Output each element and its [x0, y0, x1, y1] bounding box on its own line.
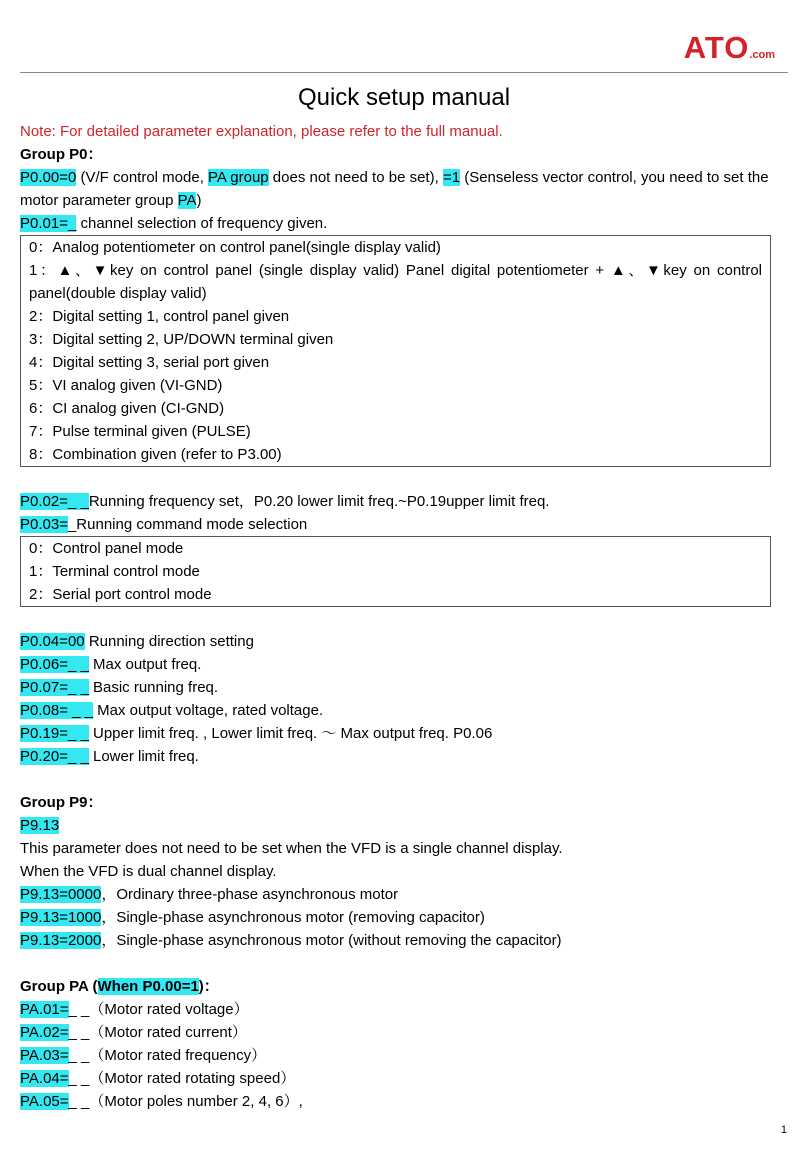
param-line — [20, 653, 790, 676]
page-number: 1 — [780, 1124, 787, 1136]
p000-pa-group: PA group — [208, 169, 269, 186]
option-item: 8：Combination given (refer to P3.00) — [29, 446, 282, 463]
p913-option-code: P9.13=2000 — [20, 932, 102, 949]
option-item: 2：Serial port control mode — [29, 586, 212, 603]
pa-param-line — [20, 1021, 790, 1044]
param-line — [20, 699, 790, 722]
param-text: Running direction setting — [84, 633, 254, 650]
ato-logo — [684, 30, 775, 66]
p003-options-box — [20, 536, 771, 607]
pa-param-line — [20, 1044, 790, 1067]
pa-param-text: _ _（Motor rated frequency） — [68, 1047, 267, 1064]
option-item: 3：Digital setting 2, UP/DOWN terminal given — [29, 331, 334, 348]
note-text: Note: For detailed parameter explanation, please refer to the full manual. — [20, 123, 503, 140]
p001-options-box — [20, 235, 771, 467]
header-divider — [20, 72, 788, 73]
param-text: Max output freq. — [88, 656, 202, 673]
p913-option-text: ，Single-phase asynchronous motor (without removing the capacitor) — [101, 932, 562, 949]
p913-option — [20, 883, 790, 906]
param-text: Max output voltage, rated voltage. — [92, 702, 324, 719]
option-item: 7：Pulse terminal given (PULSE) — [29, 423, 251, 440]
group-p0-heading: Group P0： — [20, 146, 103, 163]
logo-main: ATO — [683, 30, 750, 65]
option-item: panel(double display valid) — [29, 285, 207, 302]
pa-param-code: PA.02= — [20, 1024, 69, 1041]
p913-line — [20, 814, 790, 837]
param-code: P0.20=_ _ — [20, 748, 89, 765]
p000-text-3: (Senseless vector control, you need to set the motor parameter group — [20, 169, 769, 209]
logo-suffix: .com — [749, 49, 775, 61]
group-pa-heading-post: )： — [198, 978, 219, 995]
p000-value-1: =1 — [442, 169, 461, 186]
param-code: P0.19=_ _ — [20, 725, 89, 742]
option-item: 1：Terminal control mode — [29, 563, 200, 580]
p003-text: _Running command mode selection — [67, 516, 308, 533]
pa-param-text: _ _（Motor rated voltage） — [68, 1001, 249, 1018]
param-line — [20, 630, 790, 653]
pa-param-code: PA.01= — [20, 1001, 69, 1018]
p000-code: P0.00=0 — [20, 169, 77, 186]
p001-description — [20, 212, 790, 235]
option-item: 2：Digital setting 1, control panel given — [29, 308, 290, 325]
param-line — [20, 745, 790, 768]
p001-text: channel selection of frequency given. — [76, 215, 328, 232]
param-code: P0.04=00 — [20, 633, 85, 650]
p000-text-1: (V/F control mode, — [76, 169, 209, 186]
p913-option-code: P9.13=1000 — [20, 909, 102, 926]
param-line — [20, 722, 790, 745]
p000-text-4: ) — [196, 192, 202, 209]
param-text: Upper limit freq. , Lower limit freq. ～ Max output freq. P0.06 — [88, 725, 493, 742]
p000-pa: PA — [177, 192, 197, 209]
param-line — [20, 676, 790, 699]
group-p9-heading: Group P9： — [20, 794, 103, 811]
param-text: Basic running freq. — [88, 679, 219, 696]
option-item: 0：Analog potentiometer on control panel(single display valid) — [29, 239, 441, 256]
p002-text: Running frequency set，P0.20 lower limit freq.~P0.19upper limit freq. — [88, 493, 550, 510]
p002-code: P0.02=_ _ — [20, 493, 89, 510]
p913-code: P9.13 — [20, 817, 60, 834]
page-title: Quick setup manual — [297, 84, 511, 111]
param-text: Lower limit freq. — [88, 748, 199, 765]
p002-description — [20, 490, 790, 513]
p001-code: P0.01=_ — [20, 215, 77, 232]
document-body — [20, 120, 790, 1113]
pa-param-line — [20, 998, 790, 1021]
p000-text-2: does not need to be set), — [268, 169, 443, 186]
p000-description — [20, 166, 790, 212]
option-item: 6：CI analog given (CI-GND) — [29, 400, 225, 417]
pa-param-text: _ _（Motor rated rotating speed） — [68, 1070, 296, 1087]
p913-text-line-2: When the VFD is dual channel display. — [20, 863, 277, 880]
option-item: 1：▲、▼key on control panel (single display valid) Panel digital potentiometer + ▲、▼key on control — [29, 262, 762, 279]
group-pa-heading-condition: When P0.00=1 — [97, 978, 199, 995]
group-pa-heading — [20, 975, 790, 998]
p913-text-line-1: This parameter does not need to be set when the VFD is a single channel display. — [20, 840, 563, 857]
pa-param-text: _ _（Motor poles number 2, 4, 6）, — [68, 1093, 303, 1110]
pa-param-code: PA.04= — [20, 1070, 69, 1087]
p003-description — [20, 513, 790, 536]
pa-param-line — [20, 1090, 790, 1113]
pa-param-line — [20, 1067, 790, 1090]
p003-code: P0.03= — [20, 516, 68, 533]
p913-option-code: P9.13=0000 — [20, 886, 102, 903]
p913-option-text: ，Single-phase asynchronous motor (removing capacitor) — [101, 909, 485, 926]
pa-param-code: PA.03= — [20, 1047, 69, 1064]
option-item: 5：VI analog given (VI-GND) — [29, 377, 223, 394]
param-code: P0.06=_ _ — [20, 656, 89, 673]
option-item: 4：Digital setting 3, serial port given — [29, 354, 270, 371]
p913-option-text: ，Ordinary three-phase asynchronous motor — [101, 886, 399, 903]
p913-option — [20, 906, 790, 929]
param-code: P0.07=_ _ — [20, 679, 89, 696]
group-pa-heading-pre: Group PA ( — [20, 978, 98, 995]
param-code: P0.08= _ _ — [20, 702, 93, 719]
pa-param-text: _ _（Motor rated current） — [68, 1024, 247, 1041]
option-item: 0：Control panel mode — [29, 540, 184, 557]
p913-option — [20, 929, 790, 952]
pa-param-code: PA.05= — [20, 1093, 69, 1110]
